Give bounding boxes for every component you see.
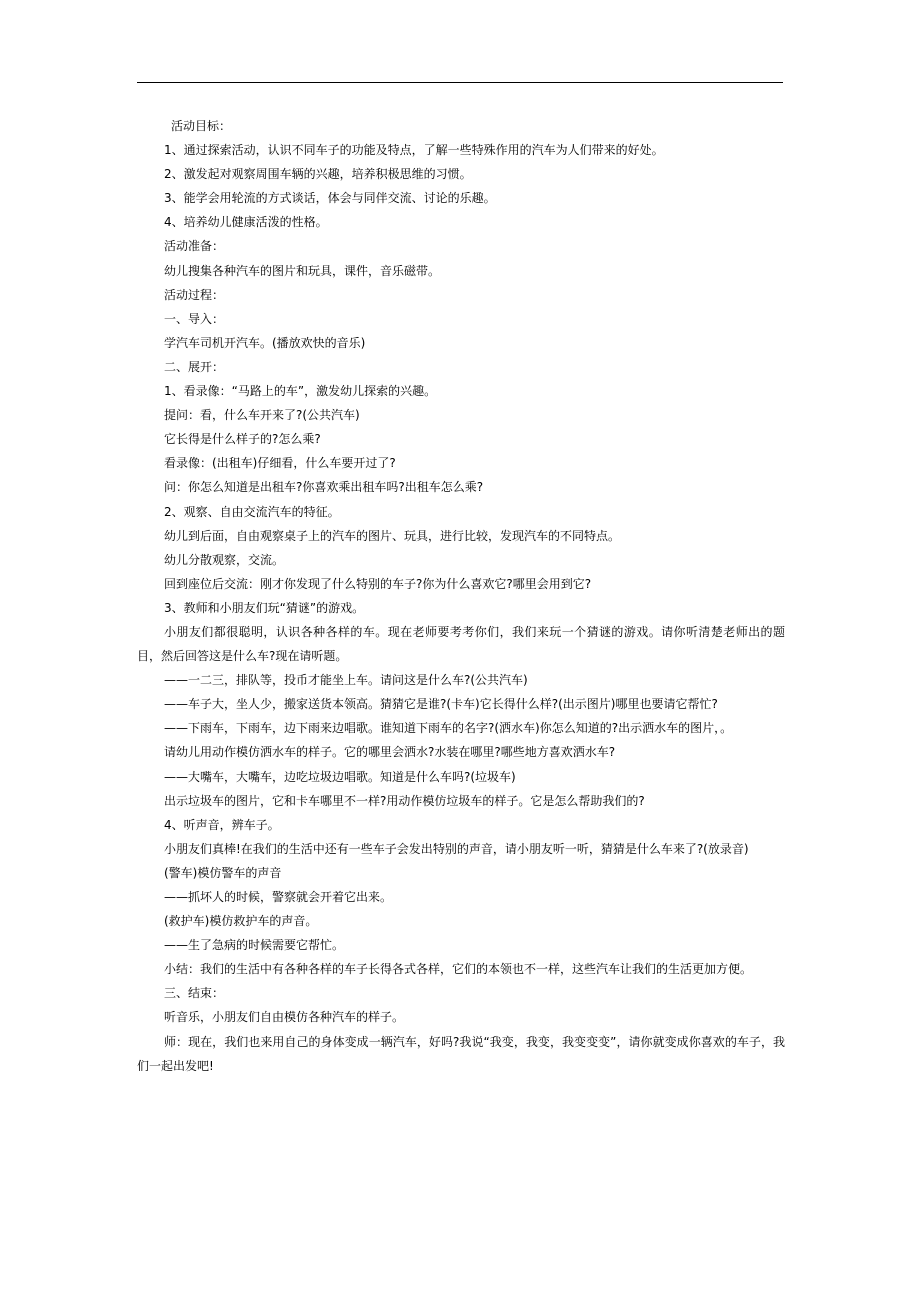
- riddle-garbage-truck: ——大嘴车，大嘴车，边吃垃圾边唱歌。知道是什么车吗?(垃圾车): [164, 769, 516, 784]
- intro-text: 学汽车司机开汽车。(播放欢快的音乐): [164, 335, 366, 350]
- step-2-heading: 2、观察、自由交流汽车的特征。: [164, 504, 340, 519]
- step-4-heading: 4、听声音，辨车子。: [164, 817, 280, 832]
- heading-activity-process: 活动过程：: [164, 287, 225, 302]
- goal-2: 2、激发起对观察周围车辆的兴趣，培养积极思维的习惯。: [164, 167, 472, 182]
- riddle-sprinkler: ——下雨车，下雨车，边下雨来边唱歌。谁知道下雨车的名字?(洒水车)你怎么知道的?出示洒水车的图片，。: [164, 721, 733, 736]
- step-3-heading: 3、教师和小朋友们玩“猜谜”的游戏。: [164, 600, 365, 615]
- riddle-bus: ——一二三，排队等，投币才能坐上车。请问这是什么车?(公共汽车): [164, 673, 528, 688]
- police-car-sound: (警车)模仿警车的声音: [164, 865, 282, 880]
- garbage-truck-compare: 出示垃圾车的图片，它和卡车哪里不一样?用动作模仿垃圾车的样子。它是怎么帮助我们的?: [164, 793, 645, 808]
- section-end-heading: 三、结束：: [164, 986, 225, 1001]
- step-2-discuss: 幼儿分散观察，交流。: [164, 552, 285, 567]
- step-1-question-look: 它长得是什么样子的?怎么乘?: [164, 432, 321, 447]
- sprinkler-imitate: 请幼儿用动作模仿洒水车的样子。它的哪里会洒水?水装在哪里?哪些地方喜欢洒水车?: [164, 745, 616, 760]
- section-expand-heading: 二、展开：: [164, 359, 225, 374]
- riddle-truck: ——车子大，坐人少，搬家送货本领高。猜猜它是谁?(卡车)它长得什么样?(出示图片)哪里也要请它帮忙?: [164, 697, 718, 712]
- step-4-intro: 小朋友们真棒!在我们的生活中还有一些车子会发出特别的声音，请小朋友听一听，猜猜是什么车来了?(放录音): [164, 841, 749, 856]
- end-music: 听音乐，小朋友们自由模仿各种汽车的样子。: [164, 1010, 405, 1025]
- ambulance-use: ——生了急病的时候需要它帮忙。: [164, 938, 345, 953]
- header-rule: [137, 82, 783, 83]
- step-1-question-taxi: 问：你怎么知道是出租车?你喜欢乘出租车吗?出租车怎么乘?: [164, 480, 484, 495]
- step-3-intro: 小朋友们都很聪明，认识各种各样的车。现在老师要考考你们，我们来玩一个猜谜的游戏。请你听清楚老师出的题目，然后回答这是什么车?现在请听题。: [137, 624, 785, 664]
- ambulance-sound: (救护车)模仿救护车的声音。: [164, 914, 318, 929]
- document-body: [137, 114, 785, 1078]
- police-car-use: ——抓坏人的时候，警察就会开着它出来。: [164, 890, 393, 904]
- summary: 小结：我们的生活中有各种各样的车子长得各式各样，它们的本领也不一样，这些汽车让我们的生活更加方便。: [164, 962, 753, 977]
- end-teacher-speech: 师：现在，我们也来用自己的身体变成一辆汽车，好吗?我说“我变，我变，我变变变”，请你就变成你喜欢的车子，我们一起出发吧!: [137, 1034, 785, 1073]
- step-1-video-taxi: 看录像：(出租车)仔细看，什么车要开过了?: [164, 456, 396, 471]
- step-1-question-bus: 提问：看，什么车开来了?(公共汽车): [164, 408, 360, 423]
- heading-activity-preparation: 活动准备：: [164, 239, 225, 254]
- goal-3: 3、能学会用轮流的方式谈话，体会与同伴交流、讨论的乐趣。: [164, 191, 496, 206]
- preparation-text: 幼儿搜集各种汽车的图片和玩具，课件，音乐磁带。: [164, 263, 441, 278]
- step-2-share: 回到座位后交流：刚才你发现了什么特别的车子?你为什么喜欢它?哪里会用到它?: [164, 576, 592, 591]
- goal-4: 4、培养幼儿健康活泼的性格。: [164, 215, 328, 230]
- section-intro-heading: 一、导入：: [164, 311, 225, 326]
- heading-activity-goals: 活动目标：: [171, 119, 232, 133]
- step-1-heading: 1、看录像：“马路上的车”，激发幼儿探索的兴趣。: [164, 384, 437, 399]
- step-2-observe: 幼儿到后面，自由观察桌子上的汽车的图片、玩具，进行比较，发现汽车的不同特点。: [164, 528, 621, 543]
- goal-1: 1、通过探索活动，认识不同车子的功能及特点，了解一些特殊作用的汽车为人们带来的好处。: [164, 143, 664, 158]
